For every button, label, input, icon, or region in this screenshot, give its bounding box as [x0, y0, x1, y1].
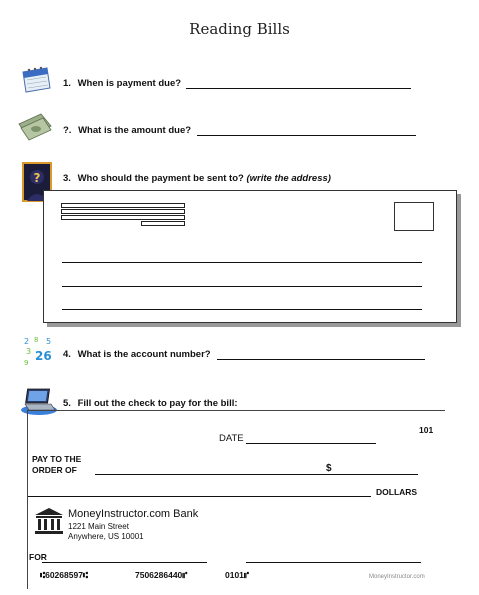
page-title: Reading Bills	[189, 20, 290, 38]
question-text: Who should the payment be sent to?	[77, 173, 244, 184]
return-address-line	[61, 215, 185, 220]
svg-text:5: 5	[46, 337, 52, 346]
dollar-sign: $	[326, 463, 332, 474]
return-address-line	[61, 209, 185, 214]
question-number: ?.	[63, 125, 72, 136]
address-line-2[interactable]	[62, 286, 422, 287]
stamp-box	[394, 202, 434, 231]
check-number: 101	[419, 425, 434, 435]
watermark: MoneyInstructor.com	[369, 574, 425, 580]
order-of-label: ORDER OF	[32, 465, 77, 475]
account-number: 7506286440⑈	[135, 570, 188, 580]
for-label: FOR	[29, 552, 47, 562]
bank-address-line2: Anywhere, US 10001	[68, 532, 144, 541]
address-line-1[interactable]	[62, 262, 422, 263]
svg-text:2: 2	[24, 337, 30, 346]
question-text: What is the amount due?	[78, 125, 192, 136]
numbers-icon	[22, 334, 56, 368]
question-number: 3.	[63, 173, 71, 184]
date-label: DATE	[219, 433, 244, 444]
return-address-line	[141, 221, 185, 226]
amount-numeric-field[interactable]	[334, 474, 418, 475]
svg-text:3: 3	[26, 347, 32, 356]
calendar-icon	[19, 66, 53, 94]
question-number: 1.	[63, 78, 71, 89]
answer-line-amount[interactable]	[197, 135, 416, 136]
envelope	[43, 190, 457, 323]
address-line-3[interactable]	[62, 309, 422, 310]
svg-text:?: ?	[33, 171, 41, 185]
signature-field[interactable]	[246, 562, 421, 563]
routing-number: ⑆60268597⑆	[40, 570, 89, 580]
bank-address-line1: 1221 Main Street	[68, 522, 129, 531]
question-number: 4.	[63, 349, 71, 360]
question-number: 5.	[63, 398, 71, 409]
check-number-micr: 0101⑈	[225, 570, 250, 580]
question-text: Fill out the check to pay for the bill:	[77, 398, 238, 409]
answer-line-account[interactable]	[217, 359, 425, 360]
svg-text:26: 26	[35, 349, 52, 363]
payee-field[interactable]	[95, 474, 345, 475]
bank-icon	[34, 507, 64, 535]
amount-words-field[interactable]	[28, 496, 371, 497]
return-address-line	[61, 203, 185, 208]
pay-to-label: PAY TO THE	[32, 454, 82, 464]
question-text: When is payment due?	[77, 78, 182, 89]
date-field[interactable]	[246, 443, 376, 444]
question-hint: (write the address)	[246, 173, 331, 184]
blank-check	[27, 410, 445, 589]
memo-field[interactable]	[42, 562, 207, 563]
bank-name: MoneyInstructor.com Bank	[68, 508, 199, 520]
dollars-label: DOLLARS	[376, 487, 418, 497]
answer-line-due-date[interactable]	[186, 88, 411, 89]
svg-text:9: 9	[24, 359, 29, 367]
question-text: What is the account number?	[77, 349, 211, 360]
svg-text:8: 8	[34, 336, 39, 344]
money-icon	[17, 112, 53, 142]
